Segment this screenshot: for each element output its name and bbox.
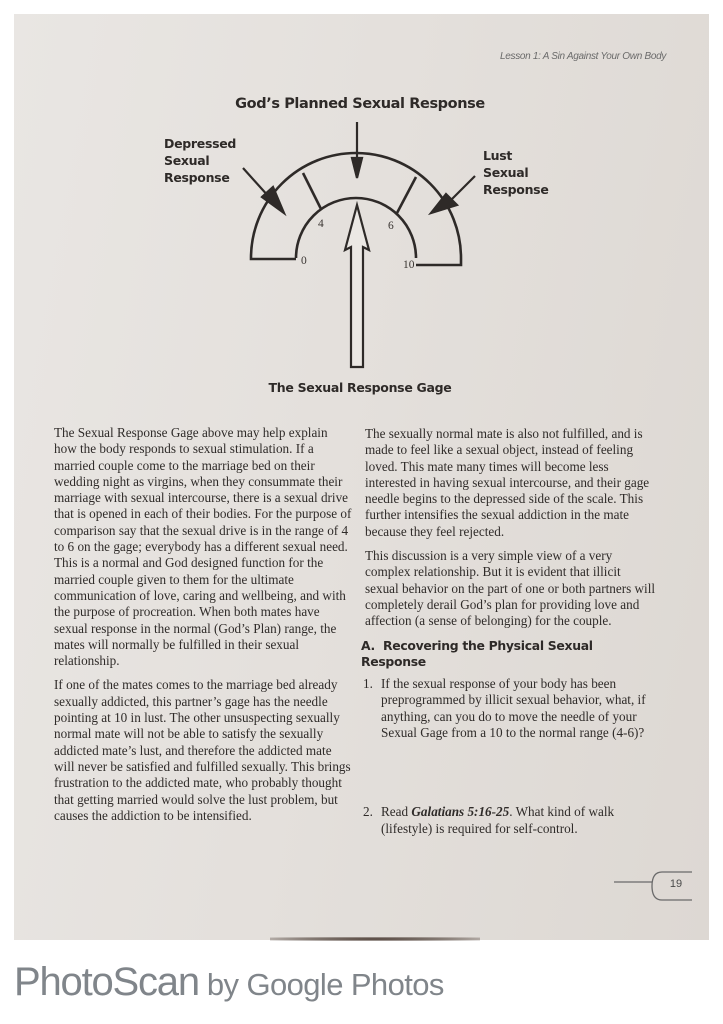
divider-6	[397, 177, 416, 213]
depressed-response-label: Depressed Sexual Response	[164, 136, 237, 185]
tick-4: 4	[318, 218, 324, 230]
watermark-by: by Google Photos	[198, 967, 444, 1002]
photoscan-watermark	[14, 960, 444, 1005]
depressed-pointer-head	[262, 187, 284, 213]
section-heading: A. Recovering the Physical Sexual Response	[361, 637, 593, 669]
gauge-caption: The Sexual Response Gage	[268, 380, 452, 395]
sexual-response-gauge-diagram	[0, 0, 723, 420]
gauge-left-foot	[251, 258, 296, 259]
paragraph: The sexually normal mate is also not fulfilled, and is made to feel like a sexual object, instead of feeling loved. This mate many times will become less interested in having sexual intercourse, and their gage needle begins to the depressed side of the scale. This further intensifies the sexual addiction in the mate because they feel rejected.	[365, 426, 650, 539]
scripture-reference: Galatians 5:16-25	[411, 804, 510, 820]
paragraph: If one of the mates comes to the marriage bed already sexually addicted, this partner’s gage has the needle pointing at 10 in lust. The other unsuspecting sexually normal mate will not be able to satisfy the sexually addicted mate’s lust, and therefore the addicted mate will never be satisfied and fulfilled sexually. This brings frustration to the addicted mate, who probably thought that getting married would solve the lust problem, but causes the addiction to be intensified.	[54, 677, 351, 823]
right-column	[361, 426, 657, 837]
question-1: 1. If the sexual response of your body has been preprogrammed by illicit sexual behavior, what, if anything, can you do to move the needle of your Sexual Gage from a 10 to the normal range (4-6)?	[363, 676, 646, 741]
paragraph: This discussion is a very simple view of a very complex relationship. But it is evident that illicit sexual behavior on the part of one or both partners will completely derail God’s plan for providing love and affection (a sense of belonging) for the couple.	[365, 548, 656, 629]
tick-10: 10	[403, 259, 415, 271]
page-edge-shadow	[270, 937, 480, 941]
paragraph: The Sexual Response Gage above may help explain how the body responds to sexual stimulation. If a married couple come to the marriage bed on their wedding night as virgins, when they consummate their marriage with sexual intercourse, there is a sexual drive that is opened in each of their bodies. For the purpose of comparison say that the sexual drive is in the range of 4 to 6 on the gage; everybody has a different sexual need. This is a normal and God designed function for the married couple given to them for the ultimate communication of love, caring and wellbeing, and with the purpose of procreation. When both mates have sexual response in the normal (God’s Plan) range, the mates will normally be fulfilled in their sexual relationship.	[54, 425, 352, 669]
page-number: 19	[669, 878, 683, 890]
tick-6: 6	[388, 220, 394, 232]
answer-space	[365, 741, 657, 804]
question-2: 2. Read Galatians 5:16-25. What kind of walk (lifestyle) is required for self-control.	[363, 804, 615, 836]
page-number-tab	[612, 870, 702, 904]
lust-response-label: Lust Sexual Response	[483, 148, 549, 197]
gauge-needle	[345, 205, 369, 367]
figure-title: God’s Planned Sexual Response	[235, 96, 485, 112]
left-column	[54, 425, 352, 832]
divider-4	[303, 173, 321, 209]
gauge-right-foot	[416, 258, 461, 265]
center-pointer-head	[352, 158, 362, 178]
tick-0: 0	[301, 255, 307, 267]
running-head: Lesson 1: A Sin Against Your Own Body	[500, 51, 667, 62]
watermark-app-name: PhotoScan	[14, 960, 199, 1004]
